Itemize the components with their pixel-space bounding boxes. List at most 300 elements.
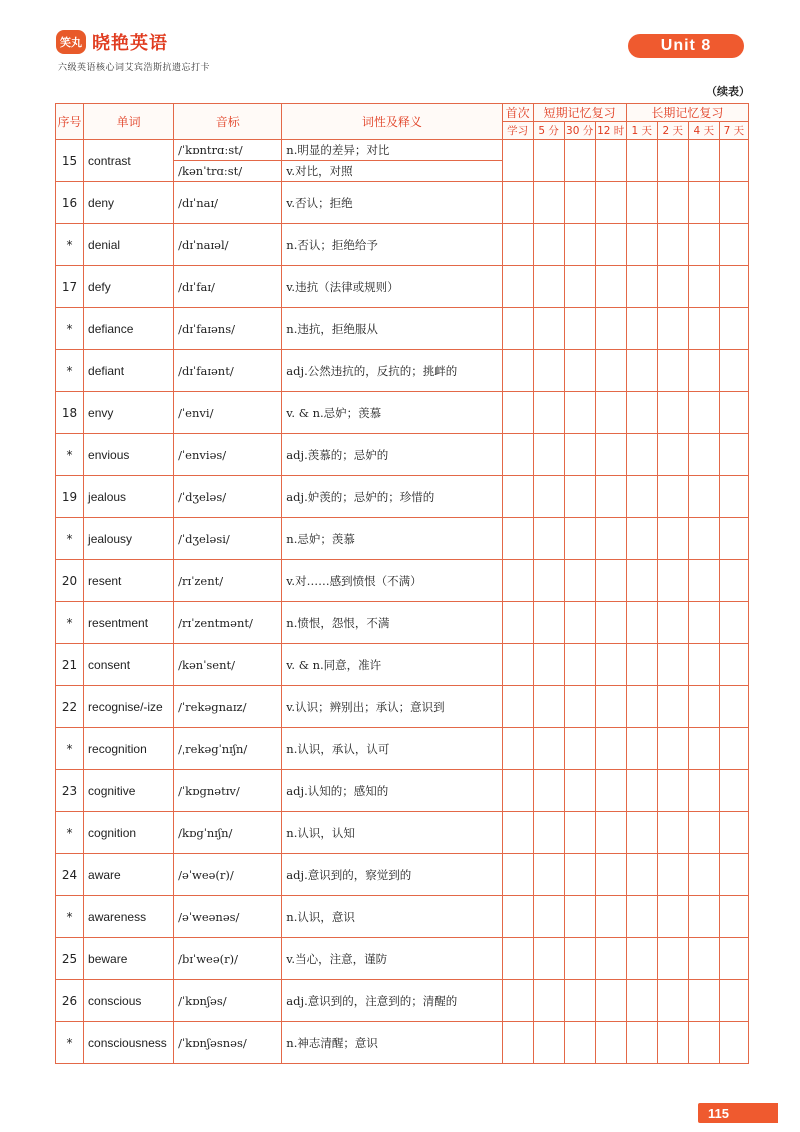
review-checkbox[interactable] bbox=[657, 392, 688, 434]
review-checkbox[interactable] bbox=[595, 938, 626, 980]
review-checkbox[interactable] bbox=[719, 770, 748, 812]
review-checkbox[interactable] bbox=[688, 728, 719, 770]
meaning-noun: n.明显的差异；对比 bbox=[282, 140, 501, 161]
review-checkbox[interactable] bbox=[564, 560, 595, 602]
review-checkbox[interactable] bbox=[564, 728, 595, 770]
review-checkbox[interactable] bbox=[688, 266, 719, 308]
review-checkbox[interactable] bbox=[533, 812, 564, 854]
review-checkbox[interactable] bbox=[564, 140, 595, 182]
word-cell: deny bbox=[84, 182, 174, 224]
review-checkbox[interactable] bbox=[626, 392, 657, 434]
review-checkbox[interactable] bbox=[657, 224, 688, 266]
review-checkbox[interactable] bbox=[626, 560, 657, 602]
review-checkbox[interactable] bbox=[564, 602, 595, 644]
review-checkbox[interactable] bbox=[502, 980, 533, 1022]
phonetic-cell: /dɪˈnaɪəl/ bbox=[174, 224, 282, 266]
brand bbox=[56, 24, 168, 60]
header-interval: 12 时 bbox=[595, 122, 626, 140]
meaning-cell: n.违抗，拒绝服从 bbox=[282, 308, 502, 350]
review-checkbox[interactable] bbox=[502, 896, 533, 938]
phonetic-cell bbox=[174, 140, 282, 182]
review-checkbox[interactable] bbox=[626, 728, 657, 770]
phonetic-cell: /dɪˈfaɪ/ bbox=[174, 266, 282, 308]
phonetic-cell: /dɪˈnaɪ/ bbox=[174, 182, 282, 224]
meaning-cell: v.对……感到愤恨（不满） bbox=[282, 560, 502, 602]
row-number: * bbox=[56, 224, 84, 266]
review-checkbox[interactable] bbox=[688, 476, 719, 518]
review-checkbox[interactable] bbox=[657, 896, 688, 938]
review-checkbox[interactable] bbox=[564, 182, 595, 224]
header-interval: 1 天 bbox=[626, 122, 657, 140]
review-checkbox[interactable] bbox=[688, 896, 719, 938]
row-number: * bbox=[56, 896, 84, 938]
review-checkbox[interactable] bbox=[719, 1022, 748, 1064]
review-checkbox[interactable] bbox=[688, 812, 719, 854]
header-meaning: 词性及释义 bbox=[282, 104, 502, 140]
meaning-cell: n.忌妒；羡慕 bbox=[282, 518, 502, 560]
table-row bbox=[56, 686, 749, 728]
row-number: 22 bbox=[56, 686, 84, 728]
row-number: * bbox=[56, 728, 84, 770]
review-checkbox[interactable] bbox=[502, 182, 533, 224]
review-checkbox[interactable] bbox=[657, 854, 688, 896]
review-checkbox[interactable] bbox=[657, 434, 688, 476]
review-checkbox[interactable] bbox=[533, 896, 564, 938]
word-cell: resent bbox=[84, 560, 174, 602]
word-cell: denial bbox=[84, 224, 174, 266]
word-cell: conscious bbox=[84, 980, 174, 1022]
review-checkbox[interactable] bbox=[657, 266, 688, 308]
review-checkbox[interactable] bbox=[533, 434, 564, 476]
table-row bbox=[56, 980, 749, 1022]
header-interval: 5 分 bbox=[533, 122, 564, 140]
review-checkbox[interactable] bbox=[688, 686, 719, 728]
review-checkbox[interactable] bbox=[626, 350, 657, 392]
phonetic-cell: /ˈrekəgnaɪz/ bbox=[174, 686, 282, 728]
review-checkbox[interactable] bbox=[719, 392, 748, 434]
review-checkbox[interactable] bbox=[719, 518, 748, 560]
review-checkbox[interactable] bbox=[533, 224, 564, 266]
review-checkbox[interactable] bbox=[719, 140, 748, 182]
phonetic-cell: /rɪˈzent/ bbox=[174, 560, 282, 602]
review-checkbox[interactable] bbox=[688, 182, 719, 224]
phonetic-cell: /kənˈsent/ bbox=[174, 644, 282, 686]
review-checkbox[interactable] bbox=[533, 770, 564, 812]
word-cell: envious bbox=[84, 434, 174, 476]
table-row bbox=[56, 518, 749, 560]
review-checkbox[interactable] bbox=[688, 140, 719, 182]
review-checkbox[interactable] bbox=[626, 518, 657, 560]
review-checkbox[interactable] bbox=[719, 812, 748, 854]
review-checkbox[interactable] bbox=[595, 266, 626, 308]
word-cell: contrast bbox=[84, 140, 174, 182]
phonetic-cell: /ˈkɒnʃəsnəs/ bbox=[174, 1022, 282, 1064]
review-checkbox[interactable] bbox=[595, 350, 626, 392]
review-checkbox[interactable] bbox=[595, 476, 626, 518]
review-checkbox[interactable] bbox=[502, 602, 533, 644]
review-checkbox[interactable] bbox=[657, 602, 688, 644]
table-row bbox=[56, 350, 749, 392]
meaning-cell: adj.意识到的，察觉到的 bbox=[282, 854, 502, 896]
phonetic-cell: /rɪˈzentmənt/ bbox=[174, 602, 282, 644]
review-checkbox[interactable] bbox=[719, 602, 748, 644]
row-number: 18 bbox=[56, 392, 84, 434]
review-checkbox[interactable] bbox=[626, 644, 657, 686]
review-checkbox[interactable] bbox=[657, 560, 688, 602]
review-checkbox[interactable] bbox=[595, 728, 626, 770]
review-checkbox[interactable] bbox=[688, 770, 719, 812]
word-cell: recognition bbox=[84, 728, 174, 770]
review-checkbox[interactable] bbox=[564, 812, 595, 854]
unit-badge: Unit 8 bbox=[628, 34, 744, 58]
row-number: 25 bbox=[56, 938, 84, 980]
review-checkbox[interactable] bbox=[657, 728, 688, 770]
review-checkbox[interactable] bbox=[502, 350, 533, 392]
phonetic-cell: /əˈweənəs/ bbox=[174, 896, 282, 938]
review-checkbox[interactable] bbox=[595, 854, 626, 896]
table-row bbox=[56, 602, 749, 644]
row-number: 17 bbox=[56, 266, 84, 308]
review-checkbox[interactable] bbox=[688, 434, 719, 476]
review-checkbox[interactable] bbox=[626, 854, 657, 896]
brand-name: 晓艳英语 bbox=[92, 33, 168, 54]
review-checkbox[interactable] bbox=[502, 560, 533, 602]
review-checkbox[interactable] bbox=[564, 476, 595, 518]
meaning-cell: v. & n.忌妒；羡慕 bbox=[282, 392, 502, 434]
review-checkbox[interactable] bbox=[719, 224, 748, 266]
review-checkbox[interactable] bbox=[502, 644, 533, 686]
table-row bbox=[56, 434, 749, 476]
meaning-cell: adj.认知的；感知的 bbox=[282, 770, 502, 812]
review-checkbox[interactable] bbox=[502, 434, 533, 476]
table-row bbox=[56, 224, 749, 266]
review-checkbox[interactable] bbox=[533, 182, 564, 224]
review-checkbox[interactable] bbox=[533, 308, 564, 350]
page-number: 115 bbox=[698, 1103, 778, 1123]
review-checkbox[interactable] bbox=[719, 560, 748, 602]
review-checkbox[interactable] bbox=[657, 350, 688, 392]
review-checkbox[interactable] bbox=[657, 518, 688, 560]
meaning-cell: n.神志清醒；意识 bbox=[282, 1022, 502, 1064]
table-row bbox=[56, 812, 749, 854]
row-number: 19 bbox=[56, 476, 84, 518]
word-cell: defiance bbox=[84, 308, 174, 350]
continued-label: （续表） bbox=[706, 85, 750, 98]
row-number: 24 bbox=[56, 854, 84, 896]
header-phonetic: 音标 bbox=[174, 104, 282, 140]
review-checkbox[interactable] bbox=[502, 392, 533, 434]
review-checkbox[interactable] bbox=[626, 686, 657, 728]
row-number: 15 bbox=[56, 140, 84, 182]
review-checkbox[interactable] bbox=[533, 602, 564, 644]
row-number: * bbox=[56, 350, 84, 392]
row-number: 21 bbox=[56, 644, 84, 686]
review-checkbox[interactable] bbox=[657, 182, 688, 224]
review-checkbox[interactable] bbox=[533, 1022, 564, 1064]
review-checkbox[interactable] bbox=[719, 854, 748, 896]
table-row bbox=[56, 476, 749, 518]
review-checkbox[interactable] bbox=[533, 980, 564, 1022]
review-checkbox[interactable] bbox=[533, 392, 564, 434]
review-checkbox[interactable] bbox=[626, 938, 657, 980]
review-checkbox[interactable] bbox=[595, 140, 626, 182]
review-checkbox[interactable] bbox=[564, 224, 595, 266]
table-row bbox=[56, 938, 749, 980]
review-checkbox[interactable] bbox=[688, 560, 719, 602]
table-row bbox=[56, 896, 749, 938]
review-checkbox[interactable] bbox=[533, 266, 564, 308]
review-checkbox[interactable] bbox=[657, 1022, 688, 1064]
meaning-cell: v. & n.同意，准许 bbox=[282, 644, 502, 686]
word-cell: aware bbox=[84, 854, 174, 896]
review-checkbox[interactable] bbox=[502, 770, 533, 812]
review-checkbox[interactable] bbox=[564, 770, 595, 812]
table-row bbox=[56, 266, 749, 308]
review-checkbox[interactable] bbox=[502, 266, 533, 308]
brand-logo: 笑丸 bbox=[56, 30, 86, 54]
review-checkbox[interactable] bbox=[719, 476, 748, 518]
review-checkbox[interactable] bbox=[533, 350, 564, 392]
table-row bbox=[56, 854, 749, 896]
review-checkbox[interactable] bbox=[533, 560, 564, 602]
review-checkbox[interactable] bbox=[502, 518, 533, 560]
review-checkbox[interactable] bbox=[657, 980, 688, 1022]
meaning-cell: n.认识，承认，认可 bbox=[282, 728, 502, 770]
row-number: * bbox=[56, 812, 84, 854]
table-row bbox=[56, 182, 749, 224]
review-checkbox[interactable] bbox=[719, 980, 748, 1022]
review-checkbox[interactable] bbox=[626, 140, 657, 182]
review-checkbox[interactable] bbox=[533, 938, 564, 980]
meaning-cell: n.认识，意识 bbox=[282, 896, 502, 938]
phonetic-verb: /kənˈtrɑːst/ bbox=[178, 164, 243, 178]
word-cell: cognition bbox=[84, 812, 174, 854]
meaning-cell: v.违抗（法律或规则） bbox=[282, 266, 502, 308]
meaning-cell: n.愤恨，怨恨，不满 bbox=[282, 602, 502, 644]
word-cell: jealousy bbox=[84, 518, 174, 560]
table-row bbox=[56, 644, 749, 686]
review-checkbox[interactable] bbox=[657, 812, 688, 854]
review-checkbox[interactable] bbox=[564, 686, 595, 728]
review-checkbox[interactable] bbox=[719, 938, 748, 980]
phonetic-cell: /ˈdʒeləs/ bbox=[174, 476, 282, 518]
phonetic-cell: /dɪˈfaɪənt/ bbox=[174, 350, 282, 392]
review-checkbox[interactable] bbox=[688, 644, 719, 686]
review-checkbox[interactable] bbox=[595, 308, 626, 350]
review-checkbox[interactable] bbox=[657, 476, 688, 518]
header-interval: 4 天 bbox=[688, 122, 719, 140]
word-cell: awareness bbox=[84, 896, 174, 938]
review-checkbox[interactable] bbox=[688, 308, 719, 350]
row-number: * bbox=[56, 308, 84, 350]
review-checkbox[interactable] bbox=[719, 644, 748, 686]
phonetic-cell: /ˌrekəgˈnɪʃn/ bbox=[174, 728, 282, 770]
header-first-study-bottom: 学习 bbox=[502, 122, 533, 140]
review-checkbox[interactable] bbox=[533, 644, 564, 686]
word-cell: resentment bbox=[84, 602, 174, 644]
review-checkbox[interactable] bbox=[688, 518, 719, 560]
review-checkbox[interactable] bbox=[719, 896, 748, 938]
review-checkbox[interactable] bbox=[626, 266, 657, 308]
review-checkbox[interactable] bbox=[502, 938, 533, 980]
review-checkbox[interactable] bbox=[502, 812, 533, 854]
review-checkbox[interactable] bbox=[688, 224, 719, 266]
meaning-cell: v.当心，注意，谨防 bbox=[282, 938, 502, 980]
meaning-cell: n.否认；拒绝给予 bbox=[282, 224, 502, 266]
review-checkbox[interactable] bbox=[688, 938, 719, 980]
review-checkbox[interactable] bbox=[719, 686, 748, 728]
review-checkbox[interactable] bbox=[688, 854, 719, 896]
review-checkbox[interactable] bbox=[502, 140, 533, 182]
row-number: 16 bbox=[56, 182, 84, 224]
review-checkbox[interactable] bbox=[564, 644, 595, 686]
review-checkbox[interactable] bbox=[595, 224, 626, 266]
review-checkbox[interactable] bbox=[595, 182, 626, 224]
review-checkbox[interactable] bbox=[502, 686, 533, 728]
meaning-cell: adj.意识到的，注意到的；清醒的 bbox=[282, 980, 502, 1022]
meaning-cell: v.否认；拒绝 bbox=[282, 182, 502, 224]
review-checkbox[interactable] bbox=[595, 812, 626, 854]
review-checkbox[interactable] bbox=[688, 602, 719, 644]
header-interval: 2 天 bbox=[657, 122, 688, 140]
review-checkbox[interactable] bbox=[502, 854, 533, 896]
review-checkbox[interactable] bbox=[564, 350, 595, 392]
review-checkbox[interactable] bbox=[564, 980, 595, 1022]
review-checkbox[interactable] bbox=[657, 938, 688, 980]
word-cell: beware bbox=[84, 938, 174, 980]
review-checkbox[interactable] bbox=[657, 644, 688, 686]
row-number: * bbox=[56, 1022, 84, 1064]
review-checkbox[interactable] bbox=[564, 896, 595, 938]
review-checkbox[interactable] bbox=[595, 896, 626, 938]
review-checkbox[interactable] bbox=[533, 728, 564, 770]
review-checkbox[interactable] bbox=[719, 308, 748, 350]
review-checkbox[interactable] bbox=[657, 308, 688, 350]
review-checkbox[interactable] bbox=[626, 182, 657, 224]
phonetic-cell: /ˈkɒgnətɪv/ bbox=[174, 770, 282, 812]
meaning-cell: adj.羡慕的；忌妒的 bbox=[282, 434, 502, 476]
review-checkbox[interactable] bbox=[533, 686, 564, 728]
meaning-cell: v.认识；辨别出；承认；意识到 bbox=[282, 686, 502, 728]
phonetic-cell: /bɪˈweə(r)/ bbox=[174, 938, 282, 980]
review-checkbox[interactable] bbox=[626, 602, 657, 644]
review-checkbox[interactable] bbox=[688, 1022, 719, 1064]
review-checkbox[interactable] bbox=[595, 434, 626, 476]
phonetic-cell: /kɒgˈnɪʃn/ bbox=[174, 812, 282, 854]
row-number: 23 bbox=[56, 770, 84, 812]
review-checkbox[interactable] bbox=[626, 224, 657, 266]
review-checkbox[interactable] bbox=[502, 308, 533, 350]
review-checkbox[interactable] bbox=[564, 434, 595, 476]
review-checkbox[interactable] bbox=[688, 350, 719, 392]
review-checkbox[interactable] bbox=[719, 350, 748, 392]
review-checkbox[interactable] bbox=[626, 770, 657, 812]
word-cell: defy bbox=[84, 266, 174, 308]
review-checkbox[interactable] bbox=[595, 1022, 626, 1064]
review-checkbox[interactable] bbox=[595, 980, 626, 1022]
review-checkbox[interactable] bbox=[657, 140, 688, 182]
header-seq: 序号 bbox=[56, 104, 84, 140]
review-checkbox[interactable] bbox=[626, 980, 657, 1022]
table-row bbox=[56, 770, 749, 812]
meaning-verb: v.对比，对照 bbox=[286, 164, 353, 178]
review-checkbox[interactable] bbox=[719, 182, 748, 224]
word-cell: recognise/-ize bbox=[84, 686, 174, 728]
review-checkbox[interactable] bbox=[533, 140, 564, 182]
review-checkbox[interactable] bbox=[595, 518, 626, 560]
review-checkbox[interactable] bbox=[502, 1022, 533, 1064]
review-checkbox[interactable] bbox=[595, 770, 626, 812]
review-checkbox[interactable] bbox=[719, 728, 748, 770]
meaning-cell: n.认识，认知 bbox=[282, 812, 502, 854]
header-short-review: 短期记忆复习 bbox=[533, 104, 626, 122]
table-row bbox=[56, 728, 749, 770]
phonetic-noun: /ˈkɒntrɑːst/ bbox=[174, 140, 281, 161]
meaning-cell: adj.公然违抗的，反抗的；挑衅的 bbox=[282, 350, 502, 392]
review-checkbox[interactable] bbox=[564, 938, 595, 980]
row-number: 20 bbox=[56, 560, 84, 602]
review-checkbox[interactable] bbox=[533, 476, 564, 518]
row-number: * bbox=[56, 602, 84, 644]
phonetic-cell: /əˈweə(r)/ bbox=[174, 854, 282, 896]
review-checkbox[interactable] bbox=[502, 728, 533, 770]
row-number: 26 bbox=[56, 980, 84, 1022]
review-checkbox[interactable] bbox=[688, 392, 719, 434]
header-interval: 7 天 bbox=[719, 122, 748, 140]
review-checkbox[interactable] bbox=[626, 308, 657, 350]
review-checkbox[interactable] bbox=[502, 476, 533, 518]
header-long-review: 长期记忆复习 bbox=[626, 104, 748, 122]
review-checkbox[interactable] bbox=[564, 266, 595, 308]
review-checkbox[interactable] bbox=[595, 602, 626, 644]
review-checkbox[interactable] bbox=[564, 392, 595, 434]
word-cell: envy bbox=[84, 392, 174, 434]
row-number: * bbox=[56, 518, 84, 560]
review-checkbox[interactable] bbox=[533, 518, 564, 560]
review-checkbox[interactable] bbox=[626, 476, 657, 518]
table-row bbox=[56, 140, 749, 182]
table-row bbox=[56, 560, 749, 602]
word-cell: consciousness bbox=[84, 1022, 174, 1064]
review-checkbox[interactable] bbox=[533, 854, 564, 896]
review-checkbox[interactable] bbox=[626, 1022, 657, 1064]
header-interval: 30 分 bbox=[564, 122, 595, 140]
vocab-table bbox=[55, 103, 749, 1064]
table-row bbox=[56, 308, 749, 350]
phonetic-cell: /ˈdʒeləsi/ bbox=[174, 518, 282, 560]
review-checkbox[interactable] bbox=[564, 518, 595, 560]
review-checkbox[interactable] bbox=[626, 434, 657, 476]
review-checkbox[interactable] bbox=[595, 686, 626, 728]
phonetic-cell: /ˈkɒnʃəs/ bbox=[174, 980, 282, 1022]
review-checkbox[interactable] bbox=[626, 896, 657, 938]
review-checkbox[interactable] bbox=[719, 266, 748, 308]
review-checkbox[interactable] bbox=[688, 980, 719, 1022]
review-checkbox[interactable] bbox=[564, 1022, 595, 1064]
word-cell: cognitive bbox=[84, 770, 174, 812]
review-checkbox[interactable] bbox=[564, 854, 595, 896]
review-checkbox[interactable] bbox=[595, 392, 626, 434]
review-checkbox[interactable] bbox=[719, 434, 748, 476]
review-checkbox[interactable] bbox=[502, 224, 533, 266]
review-checkbox[interactable] bbox=[657, 770, 688, 812]
review-checkbox[interactable] bbox=[595, 644, 626, 686]
word-cell: defiant bbox=[84, 350, 174, 392]
review-checkbox[interactable] bbox=[564, 308, 595, 350]
review-checkbox[interactable] bbox=[657, 686, 688, 728]
review-checkbox[interactable] bbox=[595, 560, 626, 602]
review-checkbox[interactable] bbox=[626, 812, 657, 854]
